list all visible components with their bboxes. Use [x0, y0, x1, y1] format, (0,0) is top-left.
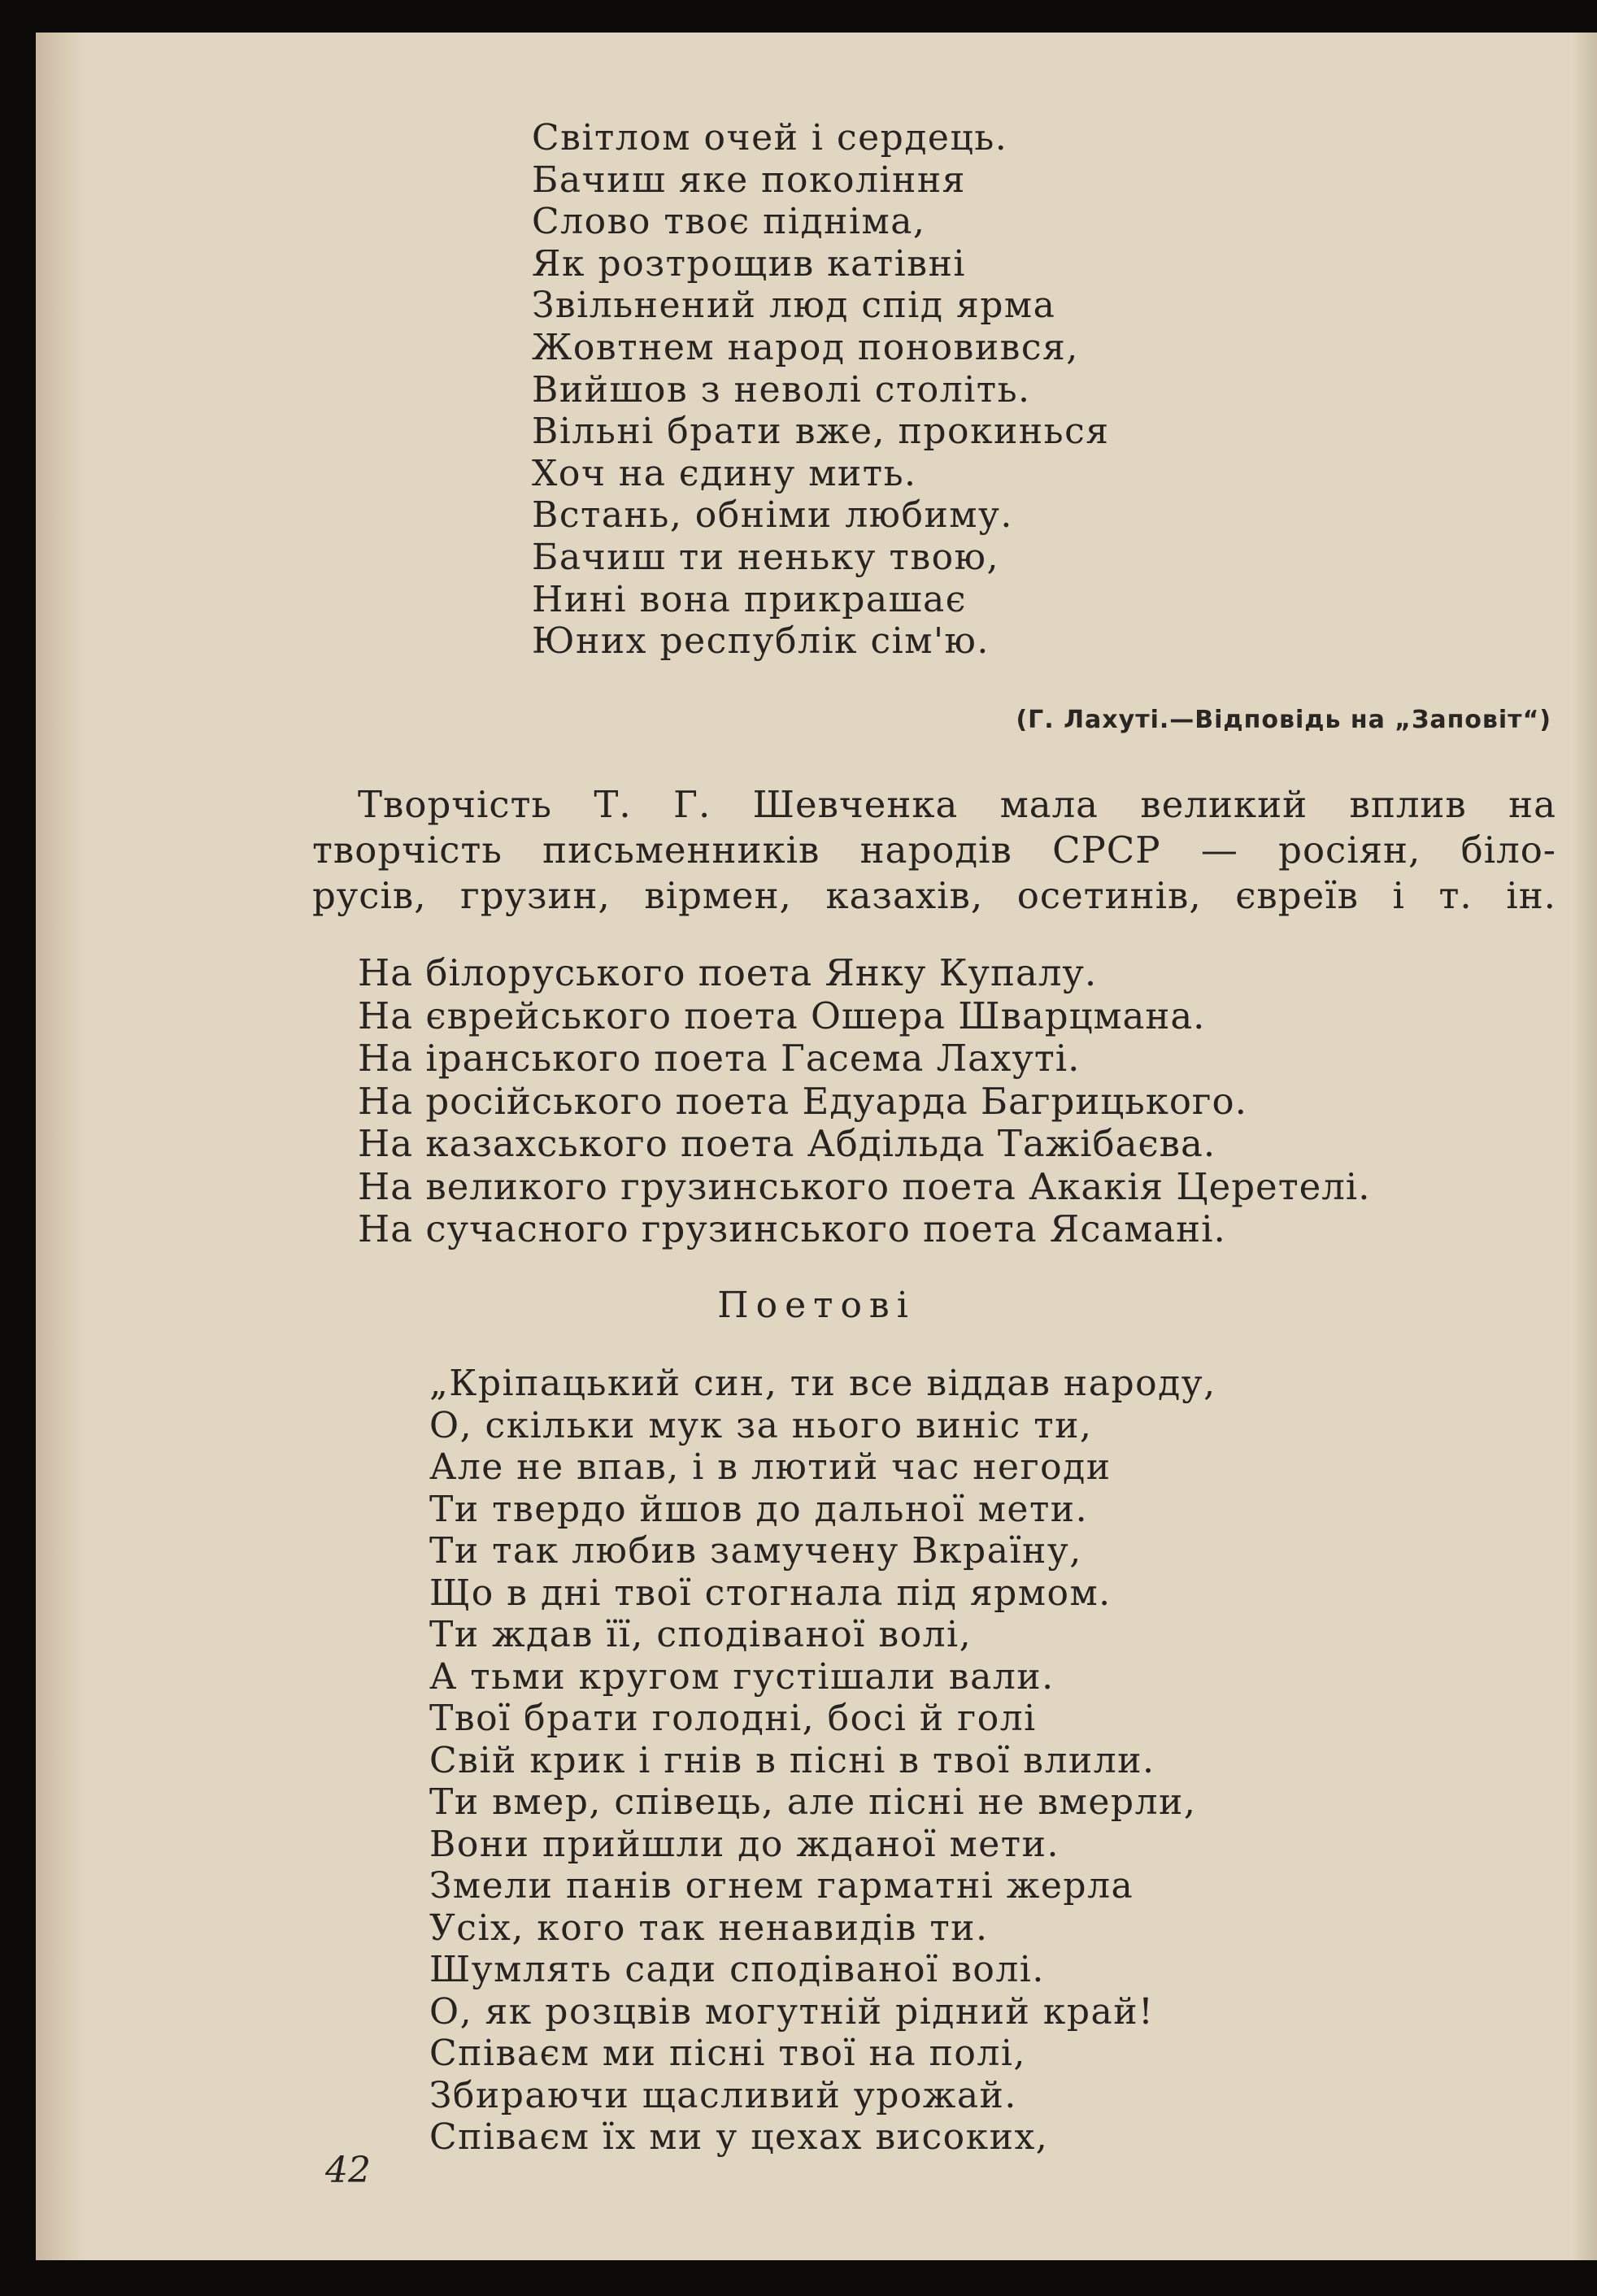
- poem-line: Вільні брати вже, прокинься: [532, 411, 1110, 453]
- poem-line: Ти ждав її, сподіваної волі,: [429, 1614, 973, 1655]
- poem-line: Усіх, кого так ненавидів ти.: [429, 1907, 989, 1949]
- poem-line: Співаєм їх ми у цехах високих,: [429, 2116, 1049, 2158]
- poem-line: Ти так любив замучену Вкраїну,: [429, 1530, 1082, 1572]
- poem-line: Що в дні твої стогнала під ярмом.: [429, 1572, 1112, 1614]
- poem-line: Співаєм ми пісні твої на полі,: [429, 2033, 1026, 2074]
- influence-item: На іранського поета Гасема Лахуті.: [358, 1037, 1081, 1080]
- poem-line: А тьми кругом густішали вали.: [429, 1655, 1055, 1698]
- poem-attribution: (Г. Лахуті.—Відповідь на „Заповіт“): [1016, 706, 1551, 734]
- poem-excerpt: [532, 117, 1110, 663]
- poem-line: Слово твоє підніма,: [532, 201, 926, 243]
- influence-item: На російського поета Едуарда Багрицького.: [358, 1079, 1247, 1123]
- prose-line: русів, грузин, вірмен, казахів, осетинів, євреїв і т. ін.: [312, 874, 1556, 917]
- poem-line: Змели панів огнем гарматні жерла: [429, 1865, 1134, 1907]
- poem-line: Світлом очей і сердець.: [532, 117, 1008, 159]
- poem-line: Ти твердо йшов до дальної мети.: [429, 1488, 1089, 1530]
- influence-item: На сучасного грузинського поета Ясамані.: [358, 1207, 1226, 1250]
- poem-line: Збираючи щасливий урожай.: [429, 2074, 1017, 2116]
- poem-line: Бачиш яке покоління: [532, 159, 966, 201]
- poem-body: [429, 1363, 1216, 2159]
- influence-item: На великого грузинського поета Акакія Церетелі.: [358, 1164, 1371, 1208]
- poem-line: Ти вмер, співець, але пісні не вмерли,: [429, 1781, 1197, 1823]
- poem-line: Бачиш ти неньку твою,: [532, 536, 999, 578]
- influence-item: На білоруського поета Янку Купалу.: [358, 951, 1098, 994]
- poem-line: Шумлять сади сподіваної волі.: [429, 1949, 1045, 1990]
- page-number: 42: [325, 2150, 371, 2191]
- prose-line: Творчість Т. Г. Шевченка мала великий вплив на: [358, 783, 1556, 826]
- poem-line: Встань, обніми любиму.: [532, 494, 1013, 537]
- poem-line: Вийшов з неволі століть.: [532, 368, 1031, 411]
- influence-item: На казахського поета Абдільда Тажібаєва.: [358, 1122, 1216, 1165]
- book-page: [36, 33, 1597, 2260]
- poem-line: Юних республік сім'ю.: [532, 620, 990, 663]
- poem-line: Хоч на єдину мить.: [532, 452, 917, 494]
- poem-title: Поетові: [717, 1285, 916, 1326]
- poem-line: Твої брати голодні, босі й голі: [429, 1698, 1037, 1739]
- poem-line: Нині вона прикрашає: [532, 578, 967, 620]
- poem-line: Як розтрощив катівні: [532, 242, 966, 285]
- poem-line: Звільнений люд спід ярма: [532, 285, 1056, 327]
- poem-line: „Кріпацький син, ти все віддав народу,: [429, 1363, 1216, 1404]
- poem-line: Вони прийшли до жданої мети.: [429, 1823, 1060, 1865]
- poem-line: Жовтнем народ поновився,: [532, 326, 1079, 368]
- prose-paragraph: [312, 782, 1556, 919]
- influence-item: На єврейського поета Ошера Шварцмана.: [358, 994, 1206, 1037]
- poem-line: О, як розцвів могутній рідний край!: [429, 1990, 1155, 2033]
- poem-line: Але не впав, і в лютий час негоди: [429, 1446, 1112, 1488]
- prose-line: творчість письменників народів СРСР — росіян, біло-: [312, 828, 1556, 872]
- influences-list: [358, 952, 1371, 1251]
- poem-line: О, скільки мук за нього виніс ти,: [429, 1404, 1093, 1446]
- poem-line: Свій крик і гнів в пісні в твої влили.: [429, 1739, 1155, 1781]
